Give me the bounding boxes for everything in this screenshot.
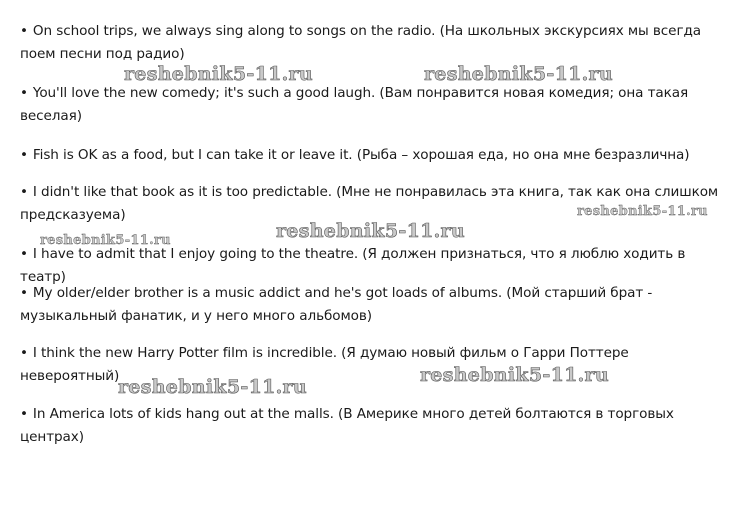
watermark: reshebnik5-11.ru — [40, 233, 171, 248]
item-text: On school trips, we always sing along to songs on the radio. (На школьных экскурсиях мы всегда поем песни под радио) — [20, 23, 702, 62]
watermark: reshebnik5-11.ru — [124, 63, 313, 85]
item-text: I have to admit that I enjoy going to the theatre. (Я должен признаться, что я люблю ходить в театр) — [20, 246, 686, 285]
list-item — [20, 20, 730, 66]
bullet: • — [20, 23, 28, 39]
item-text: I think the new Harry Potter film is incredible. (Я думаю новый фильм о Гарри Поттере невероятный) — [20, 345, 629, 384]
bullet: • — [20, 85, 28, 101]
item-text: Fish is OK as a food, but I can take it or leave it. (Рыба – хорошая еда, но она мне безразлична) — [32, 147, 690, 163]
watermark: reshebnik5-11.ru — [424, 63, 613, 85]
list-item — [20, 282, 730, 328]
item-text: I didn't like that book as it is too predictable. (Мне не понравилась эта книга, так как она слишком предсказуема) — [20, 184, 719, 223]
bullet: • — [20, 184, 28, 200]
watermark: reshebnik5-11.ru — [276, 220, 465, 242]
item-text: In America lots of kids hang out at the malls. (В Америке много детей болтаются в торговых центрах) — [20, 406, 674, 445]
bullet: • — [20, 246, 28, 262]
list-item — [20, 144, 730, 167]
bullet: • — [20, 285, 28, 301]
list-item — [20, 82, 730, 128]
item-text: You'll love the new comedy; it's such a good laugh. (Вам понравится новая комедия; она такая веселая) — [20, 85, 689, 124]
bullet: • — [20, 147, 28, 163]
list-item — [20, 403, 730, 449]
bullet: • — [20, 345, 28, 361]
watermark: reshebnik5-11.ru — [118, 376, 307, 398]
watermark: reshebnik5-11.ru — [577, 204, 708, 219]
item-text: My older/elder brother is a music addict and he's got loads of albums. (Мой старший брат - музыкальный фанатик, и у него много альбомов) — [20, 285, 653, 324]
watermark: reshebnik5-11.ru — [420, 364, 609, 386]
bullet: • — [20, 406, 28, 422]
